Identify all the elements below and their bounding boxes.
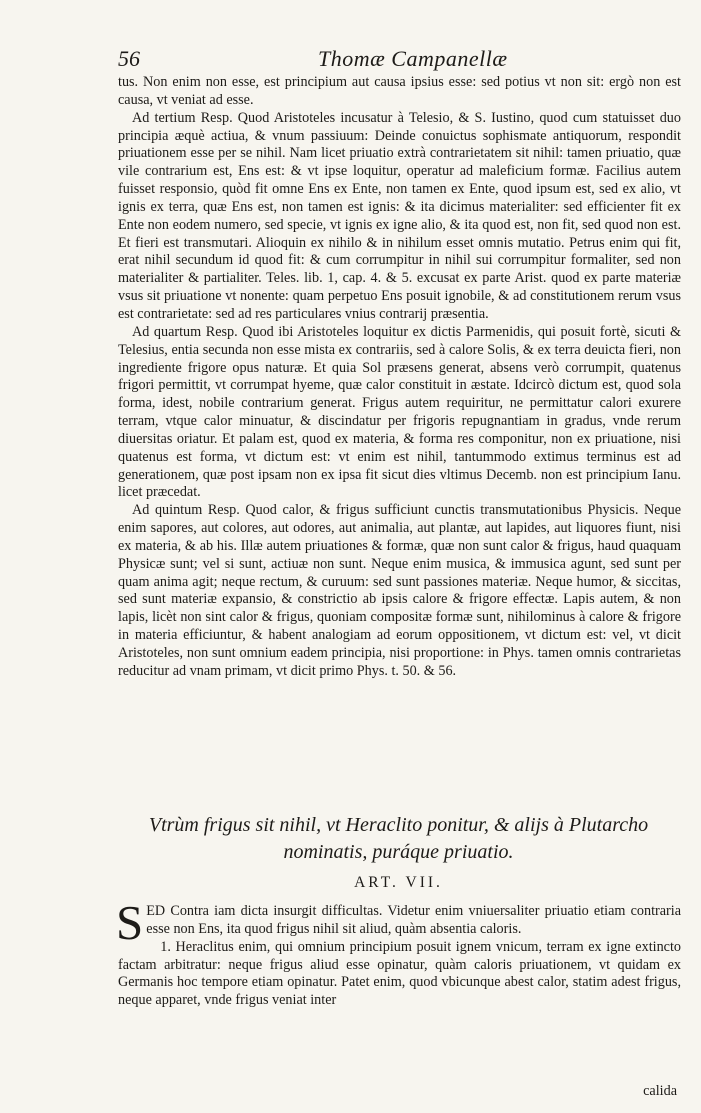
article-paragraph-1 (116, 895, 681, 950)
page-number: 56 (118, 46, 140, 71)
catchword: calida (643, 1083, 677, 1099)
article-text (116, 895, 681, 1010)
paragraph-continuation: tus. Non enim non esse, est principium aut causa ipsius esse: sed potius vt non sit: ergò non est causa, vt veniat ad esse. (118, 74, 681, 108)
paragraph-ad-tertium: Ad tertium Resp. Quod Aristoteles incusatur à Telesio, & S. Iustino, quod cum statuisset duo principia æquè actiua, & vnum passiuum: Deinde conuictus sophismate antiquorum, respondit priuationem esse per se nihil. Nam licet priuatio extrà contrarietatem sit nihil: tamen priuatio, quæ vile contrarium est, Ens est: & vt ipse loquitur, operatur ad maleficium formæ. Facilius autem fuisset responsio, quòd fit omne Ens ex Ente, non tamen ex Ente, quod ipsum est, sed ex alio, vt ignis ex terra, quæ Ens est, non tamen est ignis: & ita dicimus materialiter: sed efficienter fit ex Ente non eodem numero, sed specie, vt ignis ex igne alio, & ita quod est, non fit, sed quod non est. Et fieri est transmutari. Alioquin ex nihilo & in nihilum esset omnis mutatio. Petrus enim qui fit, erat nihil secundum id quod fit: & cum corrumpitur in nihil sui corrumpitur formaliter, sed non materialiter & partialiter. Teles. lib. 1, cap. 4. & 5. excusat ex parte Arist. quod ex parte materiæ vsus sit priuatione vt nonente: quam perpetuo Ens posuit ignobile, & ad constitutionem rerum vsus est contrarietate: sed ad res particulares vnius contrarij præsentia. (118, 109, 681, 322)
body-text (118, 74, 681, 681)
article-paragraph-1-text: ED Contra iam dicta insurgit difficultas. Videtur enim vniuersaliter priuatio etiam contraria esse non Ens, ita quod frigus nihil sit aliud, quàm absentia caloris. (146, 903, 681, 937)
running-head: Thomæ Campanellæ (318, 46, 508, 71)
paragraph-ad-quintum: Ad quintum Resp. Quod calor, & frigus sufficiunt cunctis transmutationibus Physicis. Neque enim sapores, aut colores, aut odores, aut animalia, aut plantæ, aut lapides, aut liquores fiunt, nisi ex materia, & ab his. Illæ autem priuationes & formæ, quæ non sunt calor & frigus, haud quaquam Physicæ sunt; vel si sunt, actiuæ non sunt. Neque enim musica, & immusica agunt, sed sunt per quam anima agit; neque rectum, & curuum: sed sunt passiones materiæ. Neque humor, & siccitas, sed sunt materiæ expansio, & constrictio ab ipsis calore & frigore effectæ. Lapis autem, & non lapis, licèt non sint calor & frigus, quoniam compositæ formæ sunt, nihilominus à calore & frigore in materia efficiuntur, & habent analogiam ad eorum oppositionem, vt dictum est: vel, vt dicit Aristoteles, non sunt omnium eadem principia, nisi proportione: in Phys. tamen omnis contrarietas reducitur ad vnam primam, vt dicit primo Phys. t. 50. & 56. (118, 502, 681, 679)
article-paragraph-2: 1. Heraclitus enim, qui omnium principium posuit ignem vnicum, terram ex igne extincto factam arbitratur: neque frigus aliud esse opinatur, quàm caloris priuationem, vt quidam ex Germanis hoc tempore etiam opinatur. Patet enim, quod vbicunque abest calor, statim adest frigus, neque apparet, vnde frigus veniat inter (118, 938, 681, 1009)
paragraph-ad-quartum: Ad quartum Resp. Quod ibi Aristoteles loquitur ex dictis Parmenidis, qui posuit fortè, sicuti & Telesius, entia secunda non esse mista ex contrariis, sed à calore Solis, & ex terra deuicta fieri, non ingrediente frigore opus naturæ. Et quia Sol præsens generat, absens verò corrumpit, quatenus frigori permittit, vt corrumpat hyeme, quæ calor constituit in æstate. Idcircò dictum est, quod sola forma, idest, nobile contrarium generat. Frigus autem requiritur, ne permittatur calori exurere terram, vtque calor minuatur, & discindatur per frigoris repugnantiam in gradus, vnde rerum diuersitas oriatur. Et palam est, quod ex materia, & forma res componitur, non ex priuatione, nisi quatenus est forma, vt dictum est: vt enim est nihil, tantummodo extimus terminus est ad generationem, quæ post ipsam non ex ipsa fit sicut dies vltimus Decemb. non est principium Ianu. licet præcedat. (118, 323, 681, 501)
chapter-title: Vtrùm frigus sit nihil, vt Heraclito ponitur, & alijs à Plutarcho nominatis, puráque priuatio. (148, 814, 649, 863)
drop-cap: S (116, 895, 144, 950)
page-header (118, 46, 679, 72)
article-heading: ART. VII. (354, 874, 443, 891)
